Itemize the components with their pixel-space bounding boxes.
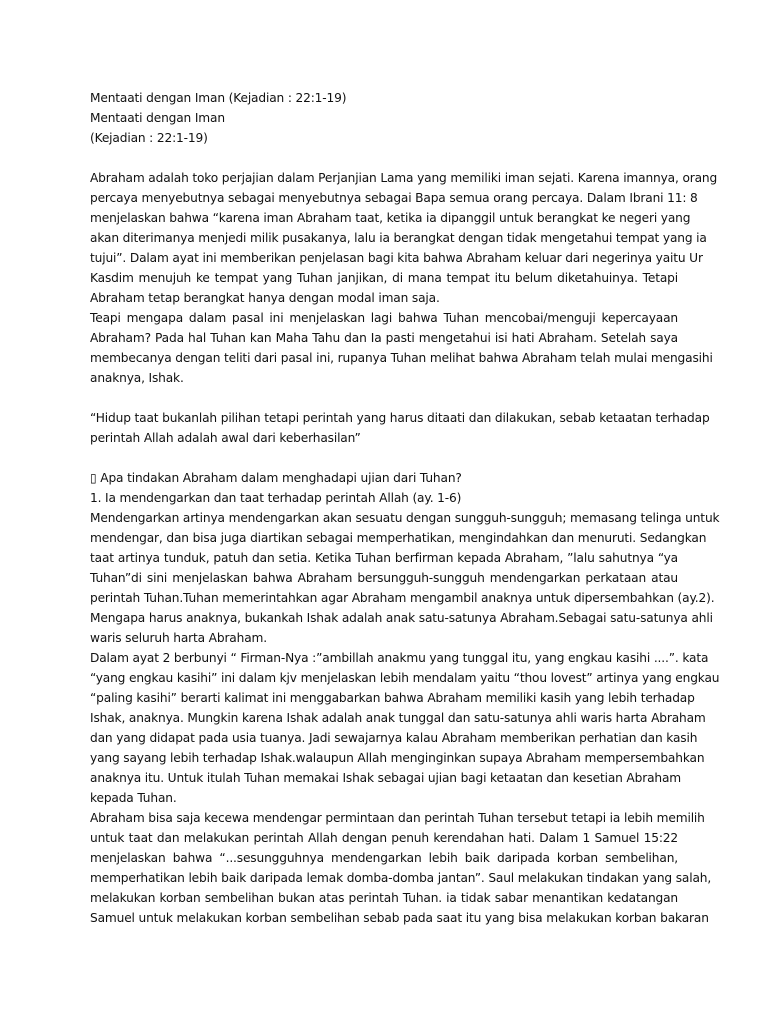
paragraph-3	[90, 508, 720, 648]
paragraph-4	[90, 648, 720, 808]
paragraph-line: waris seluruh harta Abraham.	[90, 631, 267, 645]
paragraph-line: yang sayang lebih terhadap Ishak.walaupun Allah menginginkan supaya Abraham mempersembahkan	[90, 751, 705, 765]
paragraph-line: untuk taat dan melakukan perintah Allah dengan penuh kerendahan hati. Dalam 1 Samuel 15:22	[90, 831, 678, 845]
paragraph-line: Abraham bisa saja kecewa mendengar permintaan dan perintah Tuhan tersebut tetapi ia lebih memilih	[90, 811, 705, 825]
paragraph-line: Dalam ayat 2 berbunyi “ Firman-Nya :”ambillah anakmu yang tunggal itu, yang engkau kasihi ....”. kata	[90, 651, 709, 665]
question-heading: ▯ Apa tindakan Abraham dalam menghadapi ujian dari Tuhan?	[90, 471, 462, 485]
paragraph-line: membecanya dengan teliti dari pasal ini, rupanya Tuhan melihat bahwa Abraham telah mulai mengasihi	[90, 351, 713, 365]
title-main: Mentaati dengan Iman	[90, 111, 225, 125]
paragraph-line: Ishak, anaknya. Mungkin karena Ishak adalah anak tunggal dan satu-satunya ahli waris harta Abraham	[90, 711, 706, 725]
paragraph-5	[90, 808, 712, 928]
paragraph-line: Abraham? Pada hal Tuhan kan Maha Tahu dan Ia pasti mengetahui isi hati Abraham. Setelah saya	[90, 331, 678, 345]
paragraph-line: perintah Tuhan.Tuhan memerintahkan agar Abraham mengambil anaknya untuk dipersembahkan (ay.2).	[90, 591, 715, 605]
paragraph-line: dan yang didapat pada usia tuanya. Jadi sewajarnya kalau Abraham memberikan perhatian dan kasih	[90, 731, 698, 745]
paragraph-line: akan diterimanya menjedi milik pusakanya, lalu ia berangkat dengan tidak mengetahui tempat yang ia	[90, 231, 707, 245]
quote-line: perintah Allah adalah awal dari keberhasilan”	[90, 431, 361, 445]
paragraph-line: anaknya, Ishak.	[90, 371, 184, 385]
point-1-heading: 1. Ia mendengarkan dan taat terhadap perintah Allah (ay. 1-6)	[90, 491, 462, 505]
document-page	[90, 88, 720, 928]
quote-line: “Hidup taat bukanlah pilihan tetapi perintah yang harus ditaati dan dilakukan, sebab ketaatan terhadap	[90, 411, 710, 425]
paragraph-line: taat artinya tunduk, patuh dan setia. Ketika Tuhan berfirman kepada Abraham, ”lalu sahutnya “ya	[90, 551, 678, 565]
paragraph-line: anaknya itu. Untuk itulah Tuhan memakai Ishak sebagai ujian bagi ketaatan dan kesetian Abraham	[90, 771, 681, 785]
paragraph-2	[90, 308, 713, 388]
title-line: Mentaati dengan Iman (Kejadian : 22:1-19)	[90, 91, 347, 105]
spacer	[90, 448, 678, 468]
paragraph-line: Abraham adalah toko perjajian dalam Perjanjian Lama yang memiliki iman sejati. Karena imannya, orang	[90, 171, 718, 185]
paragraph-line: memperhatikan lebih baik daripada lemak domba-domba jantan”. Saul melakukan tindakan yang salah,	[90, 871, 712, 885]
paragraph-line: mendengar, dan bisa juga diartikan sebagai memperhatikan, mengindahkan dan menuruti. Sedangkan	[90, 531, 707, 545]
quote-block	[90, 408, 710, 448]
spacer	[90, 148, 678, 168]
paragraph-line: Teapi mengapa dalam pasal ini menjelaskan lagi bahwa Tuhan mencobai/menguji kepercayaan	[90, 311, 678, 325]
paragraph-line: Abraham tetap berangkat hanya dengan modal iman saja.	[90, 291, 440, 305]
paragraph-line: kepada Tuhan.	[90, 791, 177, 805]
title-reference: (Kejadian : 22:1-19)	[90, 131, 208, 145]
paragraph-line: percaya menyebutnya sebagai menyebutnya sebagai Bapa semua orang percaya. Dalam Ibrani 11: 8	[90, 191, 698, 205]
paragraph-line: Tuhan”di sini menjelaskan bahwa Abraham bersungguh-sungguh mendengarkan perkataan atau	[90, 571, 678, 585]
paragraph-line: “paling kasihi” berarti kalimat ini menggabarkan bahwa Abraham memiliki kasih yang lebih terhadap	[90, 691, 695, 705]
paragraph-line: “yang engkau kasihi” ini dalam kjv menjelaskan lebih mendalam yaitu “thou lovest” artinya yang engkau	[90, 671, 720, 685]
paragraph-line: Samuel untuk melakukan korban sembelihan sebab pada saat itu yang bisa melakukan korban bakaran	[90, 911, 709, 925]
paragraph-line: melakukan korban sembelihan bukan atas perintah Tuhan. ia tidak sabar menantikan kedatangan	[90, 891, 678, 905]
paragraph-line: Kasdim menujuh ke tempat yang Tuhan janjikan, di mana tempat itu belum diketahuinya. Tetapi	[90, 271, 678, 285]
spacer	[90, 388, 678, 408]
paragraph-1	[90, 168, 718, 308]
paragraph-line: Mendengarkan artinya mendengarkan akan sesuatu dengan sungguh-sungguh; memasang telinga untuk	[90, 511, 720, 525]
paragraph-line: menjelaskan bahwa “...sesungguhnya mendengarkan lebih baik daripada korban sembelihan,	[90, 851, 678, 865]
paragraph-line: menjelaskan bahwa “karena iman Abraham taat, ketika ia dipanggil untuk berangkat ke negeri yang	[90, 211, 691, 225]
paragraph-line: Mengapa harus anaknya, bukankah Ishak adalah anak satu-satunya Abraham.Sebagai satu-satunya ahli	[90, 611, 713, 625]
paragraph-line: tujui”. Dalam ayat ini memberikan penjelasan bagi kita bahwa Abraham keluar dari negerinya yaitu Ur	[90, 251, 703, 265]
